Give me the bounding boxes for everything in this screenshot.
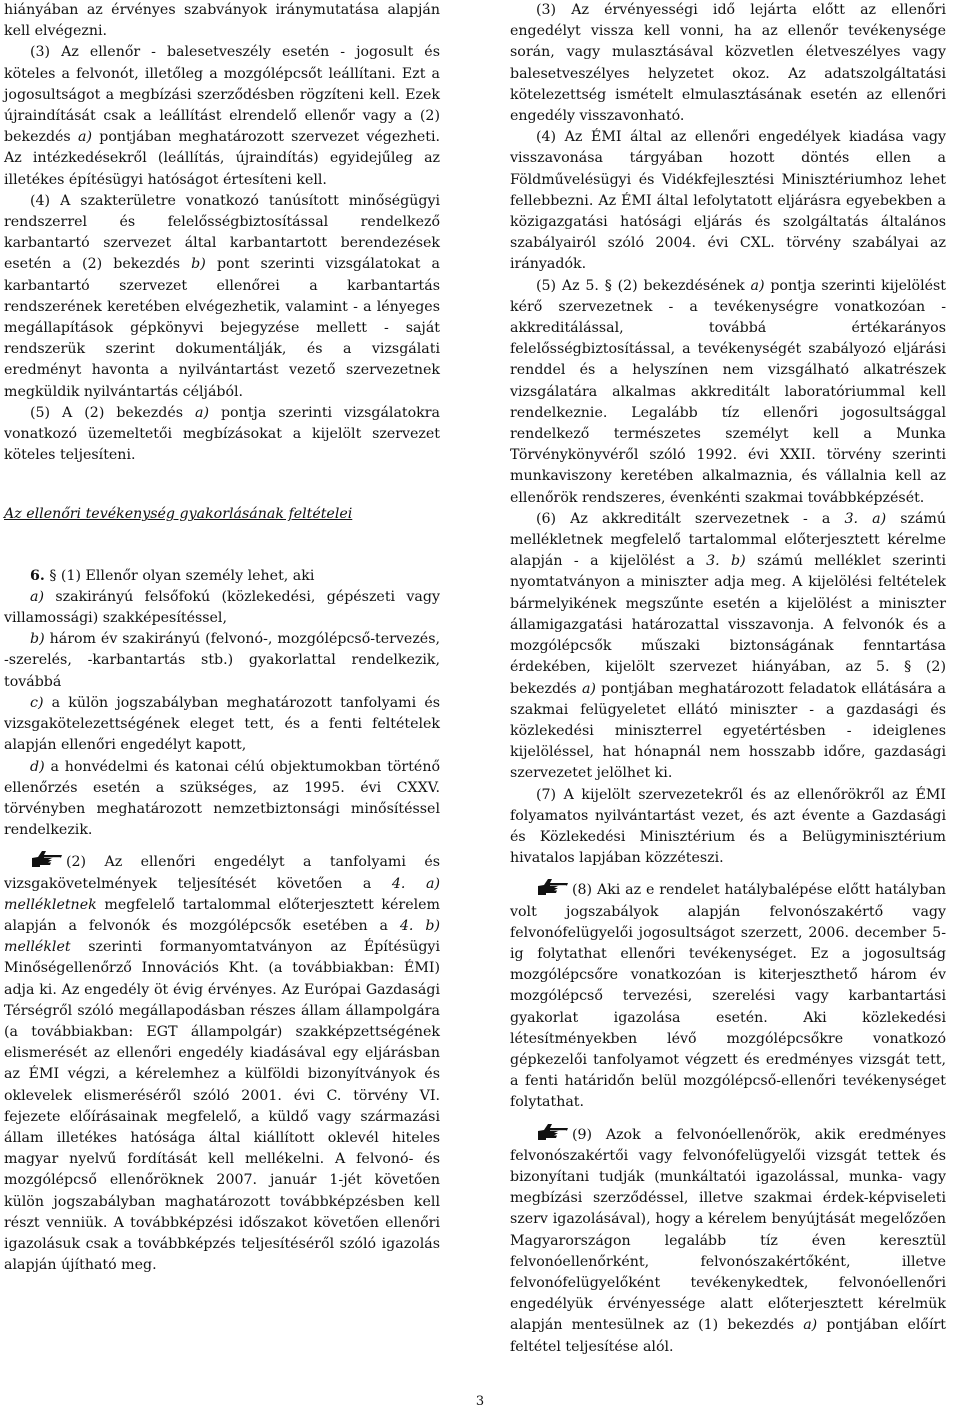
text: a külön jogszabályban meghatározott tanfolyami és vizsgakötelezettségének eleget tett, és a fenti feltételek alapján ellenőri engedélyt kapott, xyxy=(4,694,440,754)
emphasis: 4. b) melléklet xyxy=(4,917,440,956)
emphasis: b) xyxy=(191,256,206,273)
emphasis: a) xyxy=(195,404,209,421)
emphasis: a) xyxy=(581,680,596,697)
paragraph-r9 xyxy=(510,1122,946,1358)
emphasis: 4. a) mellékletnek xyxy=(4,875,441,913)
section-6-item-a xyxy=(4,587,440,629)
text: (7) A kijelölt szervezetekről és az ellenőrökről az ÉMI folyamatos nyilvántartást vezet, és azt évente a Gazdasági és Közlekedési Minisztérium és a Belügyminisztérium hivatalos lapjában közzéteszi. xyxy=(510,786,946,867)
text: pontjában előírt feltétel teljesítése alól. xyxy=(510,1317,946,1355)
paragraph-r5 xyxy=(510,276,946,509)
text: (5) Az 5. § (2) bekezdésének xyxy=(536,277,745,294)
emphasis: a) xyxy=(750,277,765,294)
text: pontjában meghatározott feladatok ellátására a szakmai felügyeletet ellátó miniszter - a gazdasági és közlekedési miniszterrel egyetértésben - ideiglenes kijelöléssel, hat hónapnál nem hosszabb időre, gazdasági szervezetet jelölhet ki. xyxy=(510,680,946,782)
section-6-paragraph-2 xyxy=(4,849,440,1276)
paragraph-r6 xyxy=(510,509,946,785)
text: számú melléklet szerinti nyomtatványon a miniszter adja meg. A kijelölési feltételek bármelyikének megszűnte esetén a kijelölést a miniszter államigazgatási határozattal visszavonja. A felvonók és a mozgólépcsők műszaki biztonságának fenntartása érdekében, kijelölt szervezet hiányában, az 5. § (2) bekezdés xyxy=(510,553,946,697)
emphasis: 3. b) xyxy=(706,553,746,570)
section-heading: Az ellenőri tevékenység gyakorlásának feltételei xyxy=(4,506,353,523)
left-column xyxy=(4,0,440,1276)
text: (8) Aki az e rendelet hatálybalépése előtt hatályban volt jogszabályok alapján felvonószakértő vagy felvonófelügyelői jogosultságot szerzett, 2006. december 5-ig folytathat ellenőri tevékenységet. Ez a jogosultság mozgólépcsőre vonatkozóan is kiterjeszthető három év mozgólépcső tervezési, szerelési vagy karbantartási gyakorlat igazolása esetén. Aki közlekedési létesítményekben lévő mozgólépcsőkre vonatkozó gépkezelői tanfolyamot végzett és eredményes vizsgát tett, a fenti határidőn belül mozgólépcső-ellenőri tevékenységet folytathat. xyxy=(510,882,946,1111)
section-6-item-d xyxy=(4,757,440,842)
text: (5) A (2) bekezdés xyxy=(30,404,184,421)
right-column xyxy=(510,0,946,1358)
page-number: 3 xyxy=(475,1394,485,1409)
text: szerinti formanyomtatványon az Építésügyi Minőségellenőrző Innovációs Kht. (a továbbiakban: ÉMI) adja ki. Az engedély öt évig érvényes. Az Európai Gazdasági Térségről szóló megállapodásban részes állam állampolgára (a továbbiakban: EGT állampolgár) szakképzettségének elismerését az ellenőri engedély kiadásával egy eljárásban az ÉMI végzi, a kérelemhez a külföldi bizonyítványok és oklevelek elismeréséről szóló 2001. évi C. törvény VI. fejezete előírásainak megfelelő, a küldő vagy származási állam illetékes hatósága által kiállított oklevél hiteles magyar nyelvű fordítását kell mellékelni. A felvonó- és mozgólépcső ellenőröknek 2007. január 1-jét követően külön jogszabályban maghatározott továbbképzésben kell részt venniük. A továbbképzési időszakot követően ellenőri igazolásuk csak a továbbképzés teljesítéséről szóló igazolás alapján újítható meg. xyxy=(4,939,440,1274)
text: pont szerinti vizsgálatokat a karbantartó szervezet ellenőrei a karbantartás rendszerének keretében elvégezhetik, valamint - a lényeges megállapítások gépkönyvi bejegyzése mellett - saját rendszerük szerint dokumentálják, és a vizsgálati eredményt havonta a nyilvántartást vezető szervezetnek megküldik nyilvántartás céljából. xyxy=(4,256,440,400)
paragraph-r3 xyxy=(510,0,946,127)
emphasis: a) xyxy=(77,129,92,146)
text: (6) Az akkreditált szervezetnek - a xyxy=(536,510,831,527)
section-number: 6. xyxy=(30,567,45,584)
paragraph-4 xyxy=(4,191,440,403)
text: pontja szerinti kijelölést kérő szervezetnek - a tevékenységre vonatkozóan - akkreditálással, továbbá értékarányos felelősségbiztosítással, a tevékenységét szabályozó eljárási renddel és a helyszínen nem vizsgálható alkatrészek vizsgálatára alkalmas akkreditált laboratóriummal kell rendelkeznie. Legalább tíz ellenőri jogosultsággal rendelkező természetes személyt kell a Munka Törvénykönyvéről szóló 1992. évi XXII. törvény szerinti munkaviszony keretében alkalmaznia, és vállalnia kell az ellenőrök rendszeres, évenkénti szakmai továbbképzését. xyxy=(510,277,946,506)
text: három év szakirányú (felvonó-, mozgólépcső-tervezés, -szerelés, -karbantartás stb.) gyakorlattal rendelkezik, továbbá xyxy=(4,631,440,690)
paragraph-r8 xyxy=(510,877,946,1113)
paragraph-continuation xyxy=(4,0,440,42)
paragraph-r4 xyxy=(510,127,946,275)
text: pontja szerinti vizsgálatokra vonatkozó üzemeltetői megbízásokat a kijelölt szervezet köteles teljesíteni. xyxy=(4,404,440,464)
paragraph-5 xyxy=(4,403,440,467)
pointing-hand-icon xyxy=(30,849,64,869)
paragraph-3 xyxy=(4,42,440,190)
text: (3) Az ellenőr - balesetveszély esetén - jogosult és köteles a felvonót, illetőleg a mozgólépcsőt leállítani. Ezt a jogosultságot a megbízási szerződésben rögzíteni kell. Ezek újraindítását csak a leállítást elrendelő ellenőr vagy a (2) bekezdés xyxy=(4,44,440,146)
paragraph-r7 xyxy=(510,785,946,870)
emphasis: 3. a) xyxy=(844,510,887,527)
text: számú mellékletnek megfelelő tartalommal előterjesztett kérelme alapján - a kijelölést a xyxy=(510,510,947,570)
section-6-paragraph-1 xyxy=(4,566,440,587)
text: szakirányú felsőfokú (közlekedési, gépészeti vagy villamossági) szakképesítéssel, xyxy=(4,588,440,627)
item-letter: a) xyxy=(30,588,44,605)
text: § (1) Ellenőr olyan személy lehet, aki xyxy=(49,567,315,584)
text: megfelelő tartalommal előterjesztett kérelem alapján a felvonók és mozgólépcsők esetében a xyxy=(4,896,440,934)
pointing-hand-icon xyxy=(536,1122,570,1142)
text: a honvédelmi és katonai célú objektumokban történő ellenőrzés esetén a szükséges, az 1995. évi CXXV. törvényben meghatározott nemzetbiztonsági minősítéssel rendelkezik. xyxy=(4,758,440,839)
text: hiányában az érvényes szabványok iránymutatása alapján kell elvégezni. xyxy=(4,2,440,40)
text: (3) Az érvényességi idő lejárta előtt az ellenőri engedélyt vissza kell vonni, ha az ellenőr tevékenysége során, vagy mulasztásával közvetlen életveszélyes vagy balesetveszélyes helyzetet okoz. Az adatszolgáltatási kötelezettség ismételt elmulasztásának esetén az ellenőri engedély visszavonható. xyxy=(510,2,946,125)
text: (4) A szakterületre vonatkozó tanúsított minőségügyi rendszerrel és felelősségbiztosítással rendelkező karbantartó szervezet által karbantartott berendezések esetén a (2) bekezdés xyxy=(4,192,440,273)
text: (2) Az ellenőri engedélyt a tanfolyami és vizsgakövetelmények teljesítését követően a xyxy=(4,854,440,892)
text: (9) Azok a felvonóellenőrök, akik eredményes felvonószakértői vagy felvonófelügyelői vizsgát tettek és bizonyítani tudják (munkáltatói igazolással, munka- vagy megbízási szerződéssel, illetve szakmai érdek-képviseleti szerv igazolásával), hogy a kérelem benyújtását megelőzően Magyarországon legalább tíz éven keresztül felvonóellenőrként, felvonószakértőként, illetve felvonófelügyelőként tevékenykedtek, felvonóellenőri engedélyük érvényessége alatt előterjesztett kérelmük alapján mentesülnek az (1) bekezdés xyxy=(510,1126,946,1334)
text: (4) Az ÉMI által az ellenőri engedélyek kiadása vagy visszavonása tárgyában hozott döntés ellen a Földművelésügyi és Vidékfejlesztési Minisztériumhoz lehet fellebbezni. Az ÉMI által lefolytatott eljárásra egyebekben a közigazgatási hatósági eljárás és szolgáltatás általános szabályairól szóló 2004. évi CXL. törvény szabályai az irányadók. xyxy=(510,129,946,273)
text: pontjában meghatározott szervezet végezheti. Az intézkedésekről (leállítás, újraindítás) egyidejűleg az illetékes építésügyi hatóságot értesíteni kell. xyxy=(4,129,441,188)
emphasis: a) xyxy=(803,1317,818,1334)
item-letter: d) xyxy=(30,758,45,775)
pointing-hand-icon xyxy=(536,877,570,897)
section-6-item-b xyxy=(4,629,440,693)
item-letter: b) xyxy=(30,631,45,648)
item-letter: c) xyxy=(30,694,44,711)
section-6-item-c xyxy=(4,693,440,757)
